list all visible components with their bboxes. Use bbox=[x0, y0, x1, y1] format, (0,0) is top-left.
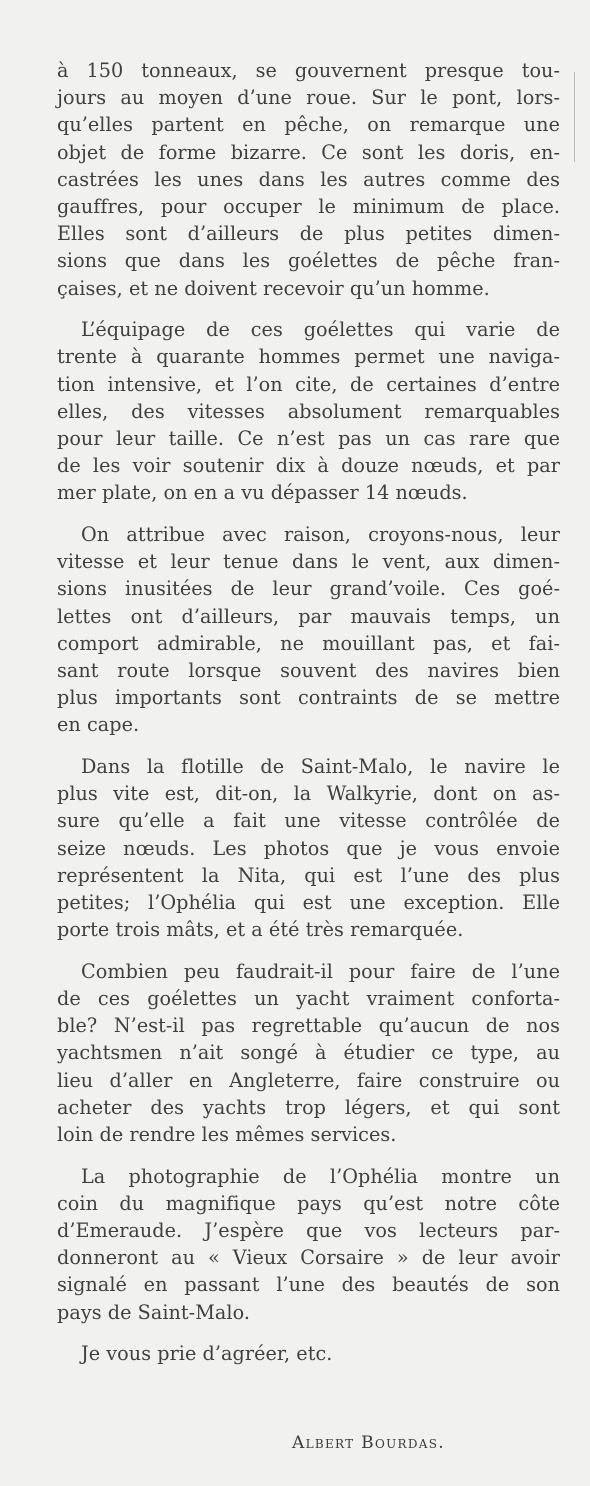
text-line: de ces goélettes un yacht vraiment conforta- bbox=[57, 987, 560, 1010]
text-line: On attribue avec raison, croyons-nous, leur bbox=[81, 523, 560, 546]
text-line: ble? N’est-il pas regrettable qu’aucun de nos bbox=[57, 1014, 560, 1038]
text-line: signalé en passant l’une des beautés de son bbox=[57, 1273, 560, 1297]
article-body bbox=[57, 57, 560, 1367]
text-line: elles, des vitesses absolument remarquables bbox=[57, 399, 560, 423]
text-line: La photographie de l’Ophélia montre un bbox=[81, 1164, 560, 1188]
paragraph bbox=[57, 1163, 560, 1326]
text-line: sant route lorsque souvent des navires bien bbox=[57, 658, 560, 682]
text-line: comport admirable, ne mouillant pas, et fai- bbox=[57, 631, 560, 655]
text-line: Elles sont d’ailleurs de plus petites dimen- bbox=[57, 222, 560, 246]
text-line: lettes ont d’ailleurs, par mauvais temps, un bbox=[57, 604, 560, 628]
paragraph bbox=[57, 958, 560, 1148]
signature: Albert Bourdas. bbox=[292, 1433, 445, 1453]
text-line: sure qu’elle a fait une vitesse contrôlée de bbox=[57, 809, 560, 833]
text-line: coin du magnifique pays qu’est notre côte bbox=[57, 1191, 560, 1215]
text-line: jours au moyen d’une roue. Sur le pont, lors- bbox=[57, 86, 560, 110]
text-line: représentent la Nita, qui est l’une des plus bbox=[57, 863, 560, 887]
text-line: de les voir soutenir dix à douze nœuds, et par bbox=[57, 454, 560, 478]
text-line: qu’elles partent en pêche, on remarque une bbox=[57, 113, 560, 137]
text-line: mer plate, on en a vu dépasser 14 nœuds. bbox=[57, 481, 468, 505]
text-line: Combien peu faudrait-il pour faire de l’une bbox=[81, 959, 560, 983]
text-line: gauffres, pour occuper le minimum de place. bbox=[57, 194, 560, 218]
text-line: Je vous prie d’agréer, etc. bbox=[81, 1342, 333, 1366]
text-line: en cape. bbox=[57, 713, 140, 737]
paragraph bbox=[57, 521, 560, 739]
text-line: donneront au « Vieux Corsaire » de leur avoir bbox=[57, 1246, 560, 1270]
text-line: acheter des yachts trop légers, et qui sont bbox=[57, 1095, 560, 1119]
paragraph bbox=[57, 57, 560, 302]
text-line: pour leur taille. Ce n’est pas un cas rare que bbox=[57, 426, 560, 450]
text-line: plus importants sont contraints de se mettre bbox=[57, 686, 560, 710]
text-line: castrées les unes dans les autres comme des bbox=[57, 167, 560, 191]
paragraph bbox=[57, 316, 560, 506]
margin-rule bbox=[574, 72, 575, 162]
text-line: loin de rendre les mêmes services. bbox=[57, 1122, 397, 1146]
text-line: objet de forme bizarre. Ce sont les doris, en- bbox=[57, 140, 560, 164]
text-line: à 150 tonneaux, se gouvernent presque tou- bbox=[57, 59, 560, 82]
text-line: lieu d’aller en Angleterre, faire construire ou bbox=[57, 1068, 560, 1092]
text-line: petites; l’Ophélia qui est une exception. Elle bbox=[57, 890, 560, 914]
text-line: çaises, et ne doivent recevoir qu’un homme. bbox=[57, 276, 490, 300]
text-line: sions inusitées de leur grand’voile. Ces goé- bbox=[57, 577, 560, 601]
paragraph bbox=[57, 1340, 560, 1367]
text-line: yachtsmen n’ait songé à étudier ce type, au bbox=[57, 1041, 560, 1065]
text-line: seize nœuds. Les photos que je vous envoie bbox=[57, 836, 560, 860]
text-line: porte trois mâts, et a été très remarquée. bbox=[57, 918, 464, 942]
text-line: pays de Saint-Malo. bbox=[57, 1300, 251, 1324]
text-line: trente à quarante hommes permet une naviga- bbox=[57, 345, 560, 369]
paragraph bbox=[57, 753, 560, 943]
text-line: d’Emeraude. J’espère que vos lecteurs par- bbox=[57, 1219, 560, 1242]
text-line: sions que dans les goélettes de pêche fran- bbox=[57, 249, 560, 273]
text-line: Dans la flotille de Saint-Malo, le navire le bbox=[81, 755, 560, 778]
text-line: plus vite est, dit-on, la Walkyrie, dont on as- bbox=[57, 782, 560, 806]
text-line: L’équipage de ces goélettes qui varie de bbox=[81, 318, 560, 342]
text-line: tion intensive, et l’on cite, de certaines d’entre bbox=[57, 372, 560, 396]
text-line: vitesse et leur tenue dans le vent, aux dimen- bbox=[57, 550, 560, 574]
